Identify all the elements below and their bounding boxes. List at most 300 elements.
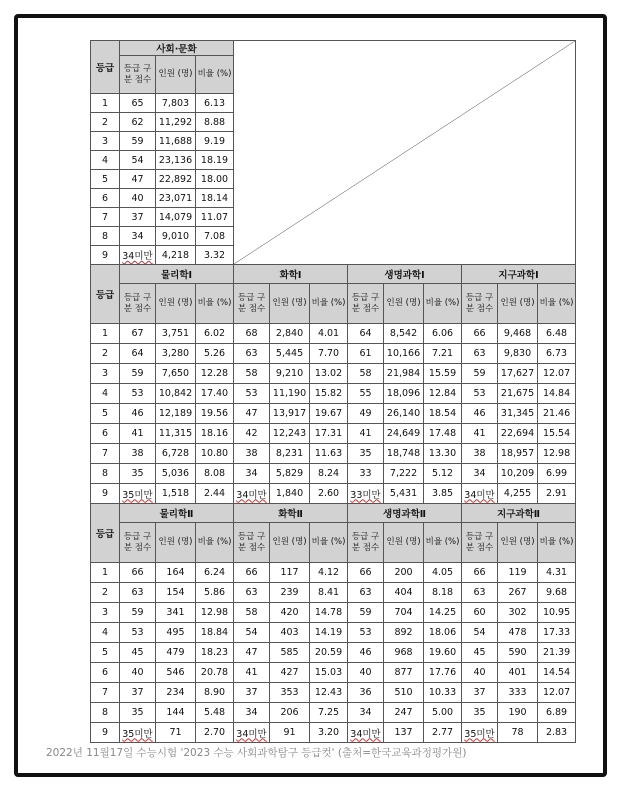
value-cell: 11,688 xyxy=(156,132,196,151)
grade-cell: 7 xyxy=(91,208,120,227)
value-cell: 35미만 xyxy=(462,723,498,743)
value-cell: 14.78 xyxy=(310,603,348,623)
value-cell: 18.06 xyxy=(424,623,462,643)
value-cell: 7,222 xyxy=(384,464,424,484)
value-cell: 37 xyxy=(234,683,270,703)
value-cell: 14.84 xyxy=(538,384,576,404)
value-cell: 239 xyxy=(270,583,310,603)
value-cell: 3.85 xyxy=(424,484,462,504)
value-cell: 5,445 xyxy=(270,344,310,364)
value-cell: 19.60 xyxy=(424,643,462,663)
value-cell: 46 xyxy=(120,404,156,424)
value-cell: 190 xyxy=(498,703,538,723)
value-cell: 47 xyxy=(120,170,156,189)
value-cell: 13.02 xyxy=(310,364,348,384)
table-row xyxy=(91,424,576,444)
value-cell: 34 xyxy=(348,703,384,723)
grade-header: 등급 xyxy=(91,504,120,563)
value-cell: 63 xyxy=(234,344,270,364)
value-cell: 54 xyxy=(234,623,270,643)
value-cell: 53 xyxy=(120,623,156,643)
table-row xyxy=(91,444,576,464)
value-cell: 6.99 xyxy=(538,464,576,484)
value-cell: 59 xyxy=(462,364,498,384)
value-cell: 8.41 xyxy=(310,583,348,603)
ratio-header: 비율 (%) xyxy=(538,523,576,563)
value-cell: 18.14 xyxy=(196,189,234,208)
value-cell: 892 xyxy=(384,623,424,643)
value-cell: 64 xyxy=(120,344,156,364)
value-cell: 61 xyxy=(348,344,384,364)
cut-score-header: 등급 구분 점수 xyxy=(120,284,156,324)
value-cell: 12.84 xyxy=(424,384,462,404)
people-header: 인원 (명) xyxy=(270,523,310,563)
grade-cell: 8 xyxy=(91,227,120,246)
value-cell: 18.23 xyxy=(196,643,234,663)
value-cell: 2,840 xyxy=(270,324,310,344)
value-cell: 3,751 xyxy=(156,324,196,344)
value-cell: 41 xyxy=(234,663,270,683)
value-cell: 2.60 xyxy=(310,484,348,504)
grade-cell: 6 xyxy=(91,424,120,444)
value-cell: 63 xyxy=(462,344,498,364)
value-cell: 17.33 xyxy=(538,623,576,643)
value-cell: 6.48 xyxy=(538,324,576,344)
value-cell: 21,984 xyxy=(384,364,424,384)
people-header: 인원 (명) xyxy=(156,56,196,94)
value-cell: 3.32 xyxy=(196,246,234,265)
grade-cell: 4 xyxy=(91,623,120,643)
value-cell: 200 xyxy=(384,563,424,583)
value-cell: 71 xyxy=(156,723,196,743)
value-cell: 10.33 xyxy=(424,683,462,703)
value-cell: 63 xyxy=(234,583,270,603)
value-cell: 1,840 xyxy=(270,484,310,504)
value-cell: 7,650 xyxy=(156,364,196,384)
value-cell: 6.24 xyxy=(196,563,234,583)
value-cell: 9,468 xyxy=(498,324,538,344)
value-cell: 41 xyxy=(462,424,498,444)
grade-cut-table xyxy=(90,40,576,743)
value-cell: 15.82 xyxy=(310,384,348,404)
value-cell: 7.21 xyxy=(424,344,462,364)
value-cell: 5,036 xyxy=(156,464,196,484)
subject-title: 생명과학Ⅰ xyxy=(348,265,462,284)
subject-title: 사회·문화 xyxy=(120,41,234,56)
ratio-header: 비율 (%) xyxy=(196,56,234,94)
value-cell: 13.30 xyxy=(424,444,462,464)
value-cell: 36 xyxy=(348,683,384,703)
grade-cut-sheet xyxy=(90,40,575,743)
value-cell: 55 xyxy=(348,384,384,404)
value-cell: 10,166 xyxy=(384,344,424,364)
value-cell: 8.08 xyxy=(196,464,234,484)
table-row xyxy=(91,364,576,384)
grade-cell: 2 xyxy=(91,583,120,603)
value-cell: 6.06 xyxy=(424,324,462,344)
value-cell: 58 xyxy=(348,364,384,384)
value-cell: 40 xyxy=(462,663,498,683)
value-cell: 59 xyxy=(120,603,156,623)
value-cell: 38 xyxy=(234,444,270,464)
value-cell: 15.59 xyxy=(424,364,462,384)
value-cell: 333 xyxy=(498,683,538,703)
image-frame xyxy=(14,14,607,777)
value-cell: 144 xyxy=(156,703,196,723)
value-cell: 64 xyxy=(348,324,384,344)
people-header: 인원 (명) xyxy=(156,284,196,324)
value-cell: 35 xyxy=(120,703,156,723)
value-cell: 6.02 xyxy=(196,324,234,344)
value-cell: 17,627 xyxy=(498,364,538,384)
value-cell: 9,830 xyxy=(498,344,538,364)
table-row xyxy=(91,683,576,703)
value-cell: 15.54 xyxy=(538,424,576,444)
subject-title: 지구과학Ⅰ xyxy=(462,265,576,284)
value-cell: 479 xyxy=(156,643,196,663)
value-cell: 19.56 xyxy=(196,404,234,424)
value-cell: 53 xyxy=(348,623,384,643)
value-cell: 23,136 xyxy=(156,151,196,170)
value-cell: 59 xyxy=(120,364,156,384)
value-cell: 12.07 xyxy=(538,683,576,703)
table-row xyxy=(91,623,576,643)
value-cell: 8.88 xyxy=(196,113,234,132)
value-cell: 5,829 xyxy=(270,464,310,484)
value-cell: 11.63 xyxy=(310,444,348,464)
table-row xyxy=(91,484,576,504)
grade-cell: 3 xyxy=(91,603,120,623)
value-cell: 24,649 xyxy=(384,424,424,444)
value-cell: 54 xyxy=(462,623,498,643)
value-cell: 704 xyxy=(384,603,424,623)
value-cell: 7.08 xyxy=(196,227,234,246)
value-cell: 67 xyxy=(120,324,156,344)
value-cell: 5,431 xyxy=(384,484,424,504)
value-cell: 62 xyxy=(120,113,156,132)
grade-cell: 9 xyxy=(91,484,120,504)
value-cell: 5.00 xyxy=(424,703,462,723)
value-cell: 2.70 xyxy=(196,723,234,743)
value-cell: 137 xyxy=(384,723,424,743)
table-row xyxy=(91,404,576,424)
subject-title: 화학Ⅰ xyxy=(234,265,348,284)
value-cell: 11,190 xyxy=(270,384,310,404)
table-row xyxy=(91,563,576,583)
value-cell: 15.03 xyxy=(310,663,348,683)
value-cell: 9,010 xyxy=(156,227,196,246)
value-cell: 18.19 xyxy=(196,151,234,170)
value-cell: 4.05 xyxy=(424,563,462,583)
grade-cell: 6 xyxy=(91,663,120,683)
empty-diagonal-area xyxy=(234,41,576,265)
table-row xyxy=(91,603,576,623)
people-header: 인원 (명) xyxy=(270,284,310,324)
value-cell: 510 xyxy=(384,683,424,703)
value-cell: 546 xyxy=(156,663,196,683)
value-cell: 9.19 xyxy=(196,132,234,151)
value-cell: 12,243 xyxy=(270,424,310,444)
value-cell: 877 xyxy=(384,663,424,683)
value-cell: 34미만 xyxy=(462,484,498,504)
grade-cell: 5 xyxy=(91,404,120,424)
grade-cell: 5 xyxy=(91,643,120,663)
value-cell: 10.95 xyxy=(538,603,576,623)
cut-score-header: 등급 구분 점수 xyxy=(348,523,384,563)
cut-score-header: 등급 구분 점수 xyxy=(462,284,498,324)
value-cell: 38 xyxy=(120,444,156,464)
value-cell: 5.86 xyxy=(196,583,234,603)
value-cell: 37 xyxy=(120,683,156,703)
value-cell: 37 xyxy=(120,208,156,227)
cut-score-header: 등급 구분 점수 xyxy=(234,523,270,563)
ratio-header: 비율 (%) xyxy=(424,284,462,324)
ratio-header: 비율 (%) xyxy=(538,284,576,324)
value-cell: 49 xyxy=(348,404,384,424)
table-row xyxy=(91,583,576,603)
value-cell: 495 xyxy=(156,623,196,643)
cut-score-header: 등급 구분 점수 xyxy=(234,284,270,324)
grade-cell: 1 xyxy=(91,563,120,583)
value-cell: 206 xyxy=(270,703,310,723)
value-cell: 47 xyxy=(234,404,270,424)
value-cell: 22,694 xyxy=(498,424,538,444)
diagonal-line xyxy=(234,41,575,264)
value-cell: 38 xyxy=(462,444,498,464)
value-cell: 154 xyxy=(156,583,196,603)
value-cell: 41 xyxy=(348,424,384,444)
ratio-header: 비율 (%) xyxy=(196,523,234,563)
value-cell: 404 xyxy=(384,583,424,603)
value-cell: 4.01 xyxy=(310,324,348,344)
value-cell: 590 xyxy=(498,643,538,663)
value-cell: 40 xyxy=(348,663,384,683)
value-cell: 17.31 xyxy=(310,424,348,444)
value-cell: 10.80 xyxy=(196,444,234,464)
value-cell: 19.67 xyxy=(310,404,348,424)
value-cell: 41 xyxy=(120,424,156,444)
value-cell: 31,345 xyxy=(498,404,538,424)
people-header: 인원 (명) xyxy=(384,523,424,563)
table-row xyxy=(91,384,576,404)
value-cell: 53 xyxy=(234,384,270,404)
value-cell: 34미만 xyxy=(234,484,270,504)
grade-cell: 4 xyxy=(91,384,120,404)
grade-cell: 8 xyxy=(91,464,120,484)
value-cell: 18.16 xyxy=(196,424,234,444)
value-cell: 18.84 xyxy=(196,623,234,643)
cut-score-header: 등급 구분 점수 xyxy=(348,284,384,324)
value-cell: 59 xyxy=(120,132,156,151)
value-cell: 302 xyxy=(498,603,538,623)
grade-cell: 2 xyxy=(91,113,120,132)
grade-header: 등급 xyxy=(91,265,120,324)
value-cell: 35미만 xyxy=(120,484,156,504)
grade-header: 등급 xyxy=(91,41,120,94)
value-cell: 18,748 xyxy=(384,444,424,464)
value-cell: 10,209 xyxy=(498,464,538,484)
value-cell: 401 xyxy=(498,663,538,683)
value-cell: 353 xyxy=(270,683,310,703)
value-cell: 63 xyxy=(348,583,384,603)
value-cell: 11,315 xyxy=(156,424,196,444)
value-cell: 34 xyxy=(234,703,270,723)
value-cell: 6.73 xyxy=(538,344,576,364)
value-cell: 14.19 xyxy=(310,623,348,643)
value-cell: 58 xyxy=(234,364,270,384)
grade-cell: 3 xyxy=(91,364,120,384)
value-cell: 12.98 xyxy=(538,444,576,464)
ratio-header: 비율 (%) xyxy=(196,284,234,324)
value-cell: 234 xyxy=(156,683,196,703)
grade-cell: 9 xyxy=(91,246,120,265)
value-cell: 6.89 xyxy=(538,703,576,723)
grade-cell: 4 xyxy=(91,151,120,170)
value-cell: 17.48 xyxy=(424,424,462,444)
value-cell: 427 xyxy=(270,663,310,683)
grade-cell: 5 xyxy=(91,170,120,189)
value-cell: 8,231 xyxy=(270,444,310,464)
table-row xyxy=(91,643,576,663)
value-cell: 6.13 xyxy=(196,94,234,113)
grade-cell: 1 xyxy=(91,94,120,113)
value-cell: 34 xyxy=(234,464,270,484)
value-cell: 18.00 xyxy=(196,170,234,189)
value-cell: 2.91 xyxy=(538,484,576,504)
value-cell: 9.68 xyxy=(538,583,576,603)
value-cell: 35미만 xyxy=(120,723,156,743)
value-cell: 20.59 xyxy=(310,643,348,663)
value-cell: 3.20 xyxy=(310,723,348,743)
value-cell: 45 xyxy=(120,643,156,663)
value-cell: 42 xyxy=(234,424,270,444)
value-cell: 14.54 xyxy=(538,663,576,683)
value-cell: 66 xyxy=(462,563,498,583)
value-cell: 18,957 xyxy=(498,444,538,464)
value-cell: 54 xyxy=(120,151,156,170)
table-row xyxy=(91,663,576,683)
photo-caption: 2022년 11월17일 수능시험 '2023 수능 사회과학탐구 등급컷' (출처=한국교육과정평가원) xyxy=(46,747,467,759)
value-cell: 4,255 xyxy=(498,484,538,504)
table-row xyxy=(91,344,576,364)
value-cell: 33미만 xyxy=(348,484,384,504)
value-cell: 34미만 xyxy=(348,723,384,743)
value-cell: 3,280 xyxy=(156,344,196,364)
people-header: 인원 (명) xyxy=(498,284,538,324)
value-cell: 9,210 xyxy=(270,364,310,384)
value-cell: 11,292 xyxy=(156,113,196,132)
value-cell: 18.54 xyxy=(424,404,462,424)
value-cell: 23,071 xyxy=(156,189,196,208)
value-cell: 66 xyxy=(462,324,498,344)
table-row xyxy=(91,703,576,723)
value-cell: 34 xyxy=(120,227,156,246)
subject-title: 물리학Ⅰ xyxy=(120,265,234,284)
value-cell: 12.28 xyxy=(196,364,234,384)
value-cell: 7.25 xyxy=(310,703,348,723)
grade-cell: 7 xyxy=(91,444,120,464)
grade-cell: 2 xyxy=(91,344,120,364)
value-cell: 18,096 xyxy=(384,384,424,404)
value-cell: 58 xyxy=(234,603,270,623)
subject-title: 화학Ⅱ xyxy=(234,504,348,523)
value-cell: 4,218 xyxy=(156,246,196,265)
value-cell: 21.39 xyxy=(538,643,576,663)
table-row xyxy=(91,723,576,743)
value-cell: 12.98 xyxy=(196,603,234,623)
value-cell: 2.77 xyxy=(424,723,462,743)
ratio-header: 비율 (%) xyxy=(310,523,348,563)
value-cell: 4.12 xyxy=(310,563,348,583)
value-cell: 47 xyxy=(234,643,270,663)
value-cell: 13,917 xyxy=(270,404,310,424)
value-cell: 12,189 xyxy=(156,404,196,424)
subject-title: 생명과학Ⅱ xyxy=(348,504,462,523)
value-cell: 1,518 xyxy=(156,484,196,504)
people-header: 인원 (명) xyxy=(498,523,538,563)
value-cell: 22,892 xyxy=(156,170,196,189)
value-cell: 5.12 xyxy=(424,464,462,484)
value-cell: 60 xyxy=(462,603,498,623)
value-cell: 21.46 xyxy=(538,404,576,424)
value-cell: 53 xyxy=(462,384,498,404)
value-cell: 68 xyxy=(234,324,270,344)
value-cell: 420 xyxy=(270,603,310,623)
value-cell: 968 xyxy=(384,643,424,663)
value-cell: 63 xyxy=(462,583,498,603)
value-cell: 341 xyxy=(156,603,196,623)
value-cell: 6,728 xyxy=(156,444,196,464)
value-cell: 20.78 xyxy=(196,663,234,683)
value-cell: 2.83 xyxy=(538,723,576,743)
value-cell: 78 xyxy=(498,723,538,743)
value-cell: 403 xyxy=(270,623,310,643)
value-cell: 247 xyxy=(384,703,424,723)
table-row xyxy=(91,324,576,344)
value-cell: 35 xyxy=(120,464,156,484)
value-cell: 34 xyxy=(462,464,498,484)
ratio-header: 비율 (%) xyxy=(424,523,462,563)
value-cell: 11.07 xyxy=(196,208,234,227)
table-row xyxy=(91,464,576,484)
value-cell: 34미만 xyxy=(120,246,156,265)
value-cell: 66 xyxy=(120,563,156,583)
people-header: 인원 (명) xyxy=(384,284,424,324)
value-cell: 12.43 xyxy=(310,683,348,703)
cut-score-header: 등급 구분 점수 xyxy=(462,523,498,563)
subject-title: 물리학Ⅱ xyxy=(120,504,234,523)
cut-score-header: 등급 구분 점수 xyxy=(120,523,156,563)
value-cell: 45 xyxy=(462,643,498,663)
value-cell: 35 xyxy=(348,444,384,464)
value-cell: 5.26 xyxy=(196,344,234,364)
value-cell: 478 xyxy=(498,623,538,643)
value-cell: 46 xyxy=(462,404,498,424)
value-cell: 2.44 xyxy=(196,484,234,504)
value-cell: 117 xyxy=(270,563,310,583)
value-cell: 91 xyxy=(270,723,310,743)
value-cell: 8.24 xyxy=(310,464,348,484)
value-cell: 40 xyxy=(120,663,156,683)
value-cell: 66 xyxy=(348,563,384,583)
value-cell: 33 xyxy=(348,464,384,484)
value-cell: 17.40 xyxy=(196,384,234,404)
subject-title: 지구과학Ⅱ xyxy=(462,504,576,523)
value-cell: 34미만 xyxy=(234,723,270,743)
value-cell: 12.07 xyxy=(538,364,576,384)
value-cell: 35 xyxy=(462,703,498,723)
value-cell: 164 xyxy=(156,563,196,583)
